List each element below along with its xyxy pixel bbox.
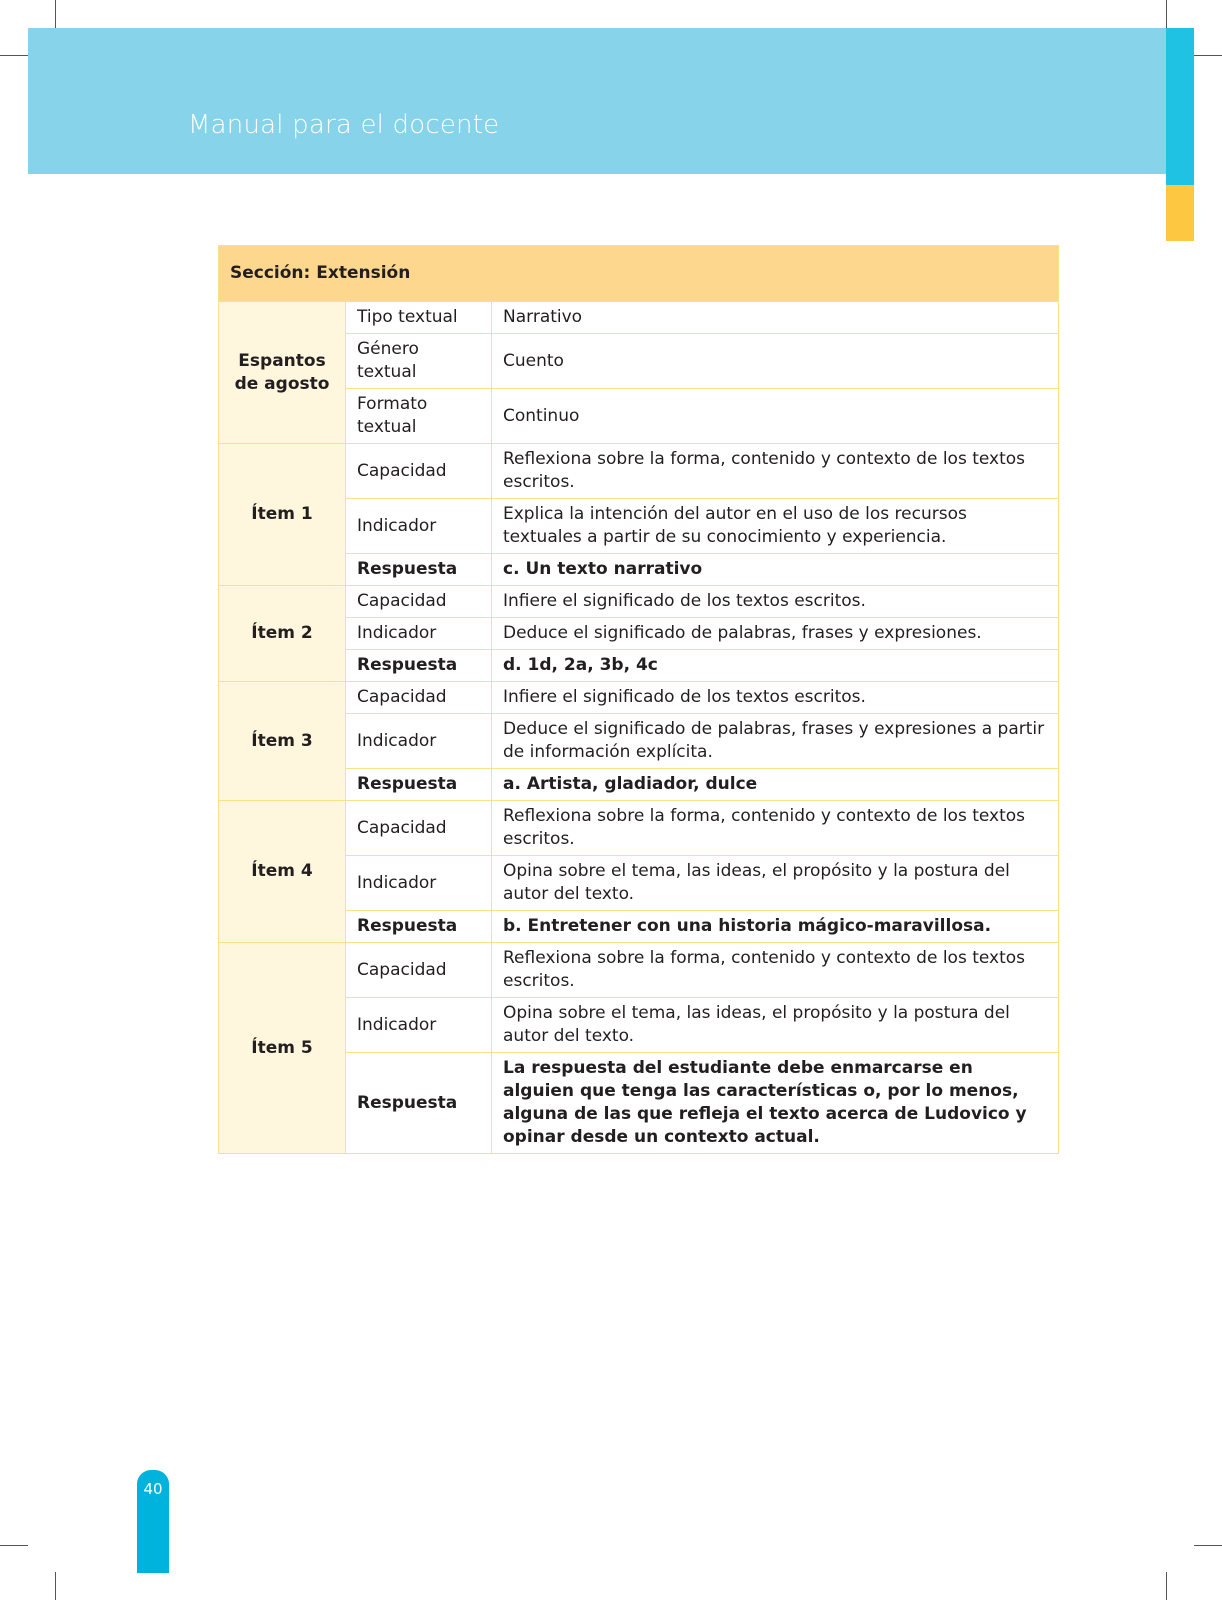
crop-mark [55, 1572, 56, 1600]
header-banner [28, 28, 1166, 174]
table-row [219, 801, 1059, 856]
row-value: Opina sobre el tema, las ideas, el propósito y la postura del autor del texto. [492, 856, 1059, 911]
table-row [219, 444, 1059, 499]
row-value: Reflexiona sobre la forma, contenido y contexto de los textos escritos. [492, 801, 1059, 856]
answer-value: d. 1d, 2a, 3b, 4c [492, 650, 1059, 682]
answer-value: c. Un texto narrativo [492, 554, 1059, 586]
side-tab-blue [1166, 28, 1194, 185]
row-value: Deduce el significado de palabras, frases y expresiones. [492, 618, 1059, 650]
row-key: Indicador [346, 856, 492, 911]
item-label: Ítem 5 [219, 943, 346, 1154]
row-value: Infiere el significado de los textos escritos. [492, 586, 1059, 618]
row-key: Formato textual [346, 389, 492, 444]
crop-mark [0, 1545, 28, 1546]
crop-mark [1166, 1572, 1167, 1600]
row-value: Reflexiona sobre la forma, contenido y contexto de los textos escritos. [492, 444, 1059, 499]
answer-value: b. Entretener con una historia mágico-maravillosa. [492, 911, 1059, 943]
table-row [219, 943, 1059, 998]
answer-value: La respuesta del estudiante debe enmarcarse en alguien que tenga las características o, por lo menos, alguna de las que refleja el texto acerca de Ludovico y opinar desde un contexto actual. [492, 1053, 1059, 1154]
row-value: Opina sobre el tema, las ideas, el propósito y la postura del autor del texto. [492, 998, 1059, 1053]
item-label: Ítem 2 [219, 586, 346, 682]
crop-mark [1166, 0, 1167, 28]
row-value: Deduce el significado de palabras, frases y expresiones a partir de información explícita. [492, 714, 1059, 769]
crop-mark [1194, 55, 1222, 56]
row-key: Capacidad [346, 586, 492, 618]
row-key: Capacidad [346, 682, 492, 714]
crop-mark [1194, 1545, 1222, 1546]
page-number: 40 [143, 1480, 163, 1498]
row-key: Respuesta [346, 650, 492, 682]
answer-value: a. Artista, gladiador, dulce [492, 769, 1059, 801]
row-key: Respuesta [346, 1053, 492, 1154]
row-key: Género textual [346, 334, 492, 389]
row-key: Capacidad [346, 444, 492, 499]
section-header-row [219, 246, 1059, 302]
item-label: Ítem 3 [219, 682, 346, 801]
row-value: Explica la intención del autor en el uso de los recursos textuales a partir de su conocimiento y experiencia. [492, 499, 1059, 554]
row-key: Respuesta [346, 554, 492, 586]
row-value: Infiere el significado de los textos escritos. [492, 682, 1059, 714]
item-label: Ítem 4 [219, 801, 346, 943]
evaluation-table [218, 245, 1059, 1154]
table-row [219, 682, 1059, 714]
side-tab-yellow [1166, 185, 1194, 241]
item-label: Ítem 1 [219, 444, 346, 586]
row-key: Indicador [346, 714, 492, 769]
row-key: Capacidad [346, 943, 492, 998]
row-key: Indicador [346, 499, 492, 554]
row-key: Indicador [346, 618, 492, 650]
page-number-badge [137, 1470, 169, 1573]
row-key: Indicador [346, 998, 492, 1053]
page-title: Manual para el docente [188, 110, 500, 140]
text-title-cell: Espantos de agosto [219, 302, 346, 444]
row-key: Respuesta [346, 769, 492, 801]
section-title: Sección: Extensión [219, 246, 1059, 302]
row-value: Continuo [492, 389, 1059, 444]
table-row [219, 302, 1059, 334]
row-value: Reflexiona sobre la forma, contenido y contexto de los textos escritos. [492, 943, 1059, 998]
row-key: Capacidad [346, 801, 492, 856]
row-key: Respuesta [346, 911, 492, 943]
crop-mark [0, 55, 28, 56]
row-key: Tipo textual [346, 302, 492, 334]
crop-mark [55, 0, 56, 28]
table-row [219, 586, 1059, 618]
row-value: Cuento [492, 334, 1059, 389]
row-value: Narrativo [492, 302, 1059, 334]
